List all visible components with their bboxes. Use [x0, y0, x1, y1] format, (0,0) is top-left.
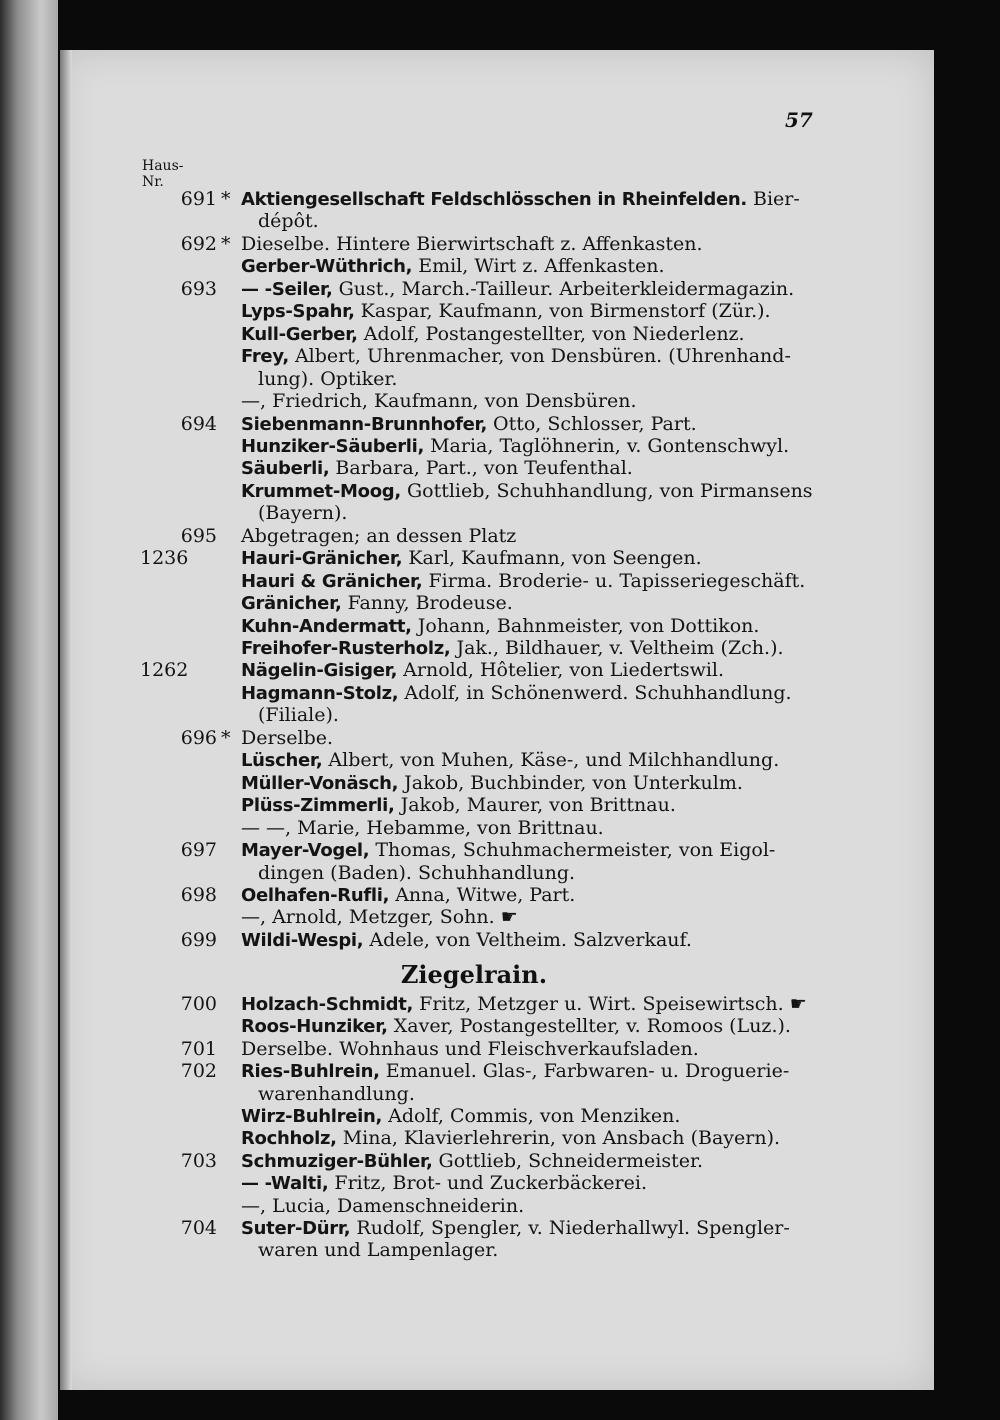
list-item — [0, 480, 1000, 502]
entry-text — [241, 390, 637, 412]
list-item — [0, 682, 1000, 704]
entry-details: Jakob, Buchbinder, von Unterkulm. — [398, 771, 743, 794]
entry-text — [241, 547, 702, 569]
list-item — [0, 884, 1000, 906]
resident-name: Wildi-Wespi, — [241, 929, 364, 951]
list-item — [0, 592, 1000, 614]
list-item — [0, 547, 1000, 569]
resident-name: Ries-Buhlrein, — [241, 1061, 380, 1083]
list-item — [0, 749, 1000, 771]
list-item — [0, 435, 1000, 457]
entry-text — [241, 1038, 699, 1060]
entry-details: Fanny, Brodeuse. — [341, 592, 513, 615]
entry-text — [241, 435, 789, 457]
house-number: 1262 — [140, 659, 189, 682]
list-item — [0, 637, 1000, 659]
resident-name: Oelhafen-Rufli, — [241, 884, 390, 906]
entry-text — [241, 637, 784, 659]
house-number: 691 — [180, 188, 217, 210]
house-number: 701 — [180, 1037, 217, 1060]
entry-details: (Filiale). — [258, 704, 339, 727]
entry-details: Abgetragen; an dessen Platz — [241, 524, 517, 547]
entry-text — [241, 345, 791, 367]
list-item — [0, 525, 1000, 547]
entry-details: warenhandlung. — [258, 1082, 415, 1105]
resident-name: Hauri-Gränicher, — [241, 548, 403, 570]
list-item — [0, 457, 1000, 479]
resident-name: Gränicher, — [241, 593, 342, 615]
list-item — [0, 233, 1000, 255]
entry-details: Fritz, Metzger u. Wirt. Speisewirtsch. ☛ — [413, 993, 807, 1015]
entry-text — [241, 255, 665, 277]
list-item — [0, 300, 1000, 322]
star-marker: * — [221, 188, 231, 210]
entry-details: Kaspar, Kaufmann, von Birmenstorf (Zür.). — [354, 300, 771, 323]
entry-text — [241, 884, 575, 906]
list-item — [0, 255, 1000, 277]
house-number: 702 — [180, 1060, 217, 1083]
resident-name: Freihofer-Rusterholz, — [241, 638, 451, 659]
header-line-1: Haus- — [142, 158, 184, 174]
house-number: 696 — [180, 726, 217, 749]
list-item — [0, 1195, 1000, 1217]
list-item — [0, 727, 1000, 749]
entry-text — [241, 188, 800, 210]
entry-text — [258, 210, 319, 232]
entry-text — [241, 1150, 703, 1172]
entry-text — [241, 525, 516, 547]
list-item — [0, 278, 1000, 300]
entry-details: Thomas, Schuhmachermeister, von Eigol- — [369, 839, 776, 862]
entry-details: Gottlieb, Schuhhandlung, von Pirmansens — [400, 479, 813, 502]
entry-text — [241, 592, 513, 614]
list-item — [0, 368, 1000, 390]
list-item — [0, 1217, 1000, 1239]
entry-details: Emanuel. Glas-, Farbwaren- u. Droguerie- — [379, 1060, 790, 1083]
resident-name: Krummet-Moog, — [241, 480, 401, 502]
entry-text — [241, 480, 813, 502]
entry-text — [241, 1217, 790, 1239]
entry-text — [241, 300, 771, 322]
entry-details: Jak., Bildhauer, v. Veltheim (Zch.). — [450, 637, 784, 659]
entry-text — [258, 1239, 498, 1261]
entry-text — [258, 704, 339, 726]
house-number: 693 — [180, 277, 217, 300]
page-number: 57 — [785, 108, 813, 132]
resident-name: Wirz-Buhlrein, — [241, 1106, 383, 1127]
resident-name: Siebenmann-Brunnhofer, — [241, 413, 487, 435]
resident-name: Kull-Gerber, — [241, 323, 358, 345]
list-item — [0, 794, 1000, 816]
resident-name: Gerber-Wüthrich, — [241, 256, 413, 278]
entry-text — [241, 682, 792, 704]
resident-name: Aktiengesellschaft Feldschlösschen in Rheinfelden. — [241, 189, 747, 210]
list-item — [0, 1083, 1000, 1105]
header-line-2: Nr. — [142, 174, 164, 190]
entry-text — [241, 457, 633, 479]
entry-details: Jakob, Maurer, von Brittnau. — [394, 794, 676, 817]
resident-name: Lüscher, — [241, 750, 323, 772]
resident-name: — -Walti, — [241, 1173, 329, 1195]
house-number: 695 — [180, 524, 217, 547]
house-number: 700 — [180, 993, 217, 1015]
house-number: 703 — [180, 1149, 217, 1172]
list-item — [0, 862, 1000, 884]
entry-details: Karl, Kaufmann, von Seengen. — [402, 547, 702, 570]
entry-details: Albert, von Muhen, Käse-, und Milchhandlung. — [322, 749, 780, 772]
list-item — [0, 772, 1000, 794]
entry-text — [241, 1105, 680, 1127]
resident-name: Roos-Hunziker, — [241, 1016, 388, 1038]
list-item — [0, 659, 1000, 681]
entry-details: Johann, Bahnmeister, von Dottikon. — [411, 614, 760, 637]
entry-details: Adolf, Commis, von Menziken. — [382, 1105, 681, 1127]
list-item — [0, 817, 1000, 839]
entry-text — [258, 502, 347, 524]
entry-details: Gottlieb, Schneidermeister. — [432, 1149, 704, 1172]
resident-name: Schmuziger-Bühler, — [241, 1150, 433, 1172]
section-title: Ziegelrain. — [400, 960, 548, 989]
list-item — [0, 323, 1000, 345]
entry-details: dingen (Baden). Schuhhandlung. — [258, 861, 576, 884]
entry-details: Adolf, Postangestellter, von Niederlenz. — [357, 322, 745, 345]
resident-name: Rochholz, — [241, 1128, 337, 1150]
entry-details: dépôt. — [258, 210, 319, 233]
entry-details: Fritz, Brot- und Zuckerbäckerei. — [328, 1172, 647, 1195]
entry-text — [241, 1015, 791, 1037]
entry-details: Gust., March.-Tailleur. Arbeiterkleidermagazin. — [332, 277, 795, 300]
resident-name: Kuhn-Andermatt, — [241, 615, 412, 637]
list-item — [0, 570, 1000, 592]
resident-name: Mayer-Vogel, — [241, 840, 370, 862]
entry-details: — —, Marie, Hebamme, von Brittnau. — [241, 816, 604, 839]
resident-name: Suter-Dürr, — [241, 1218, 351, 1239]
list-item — [0, 345, 1000, 367]
entry-text — [258, 1083, 415, 1105]
entry-text — [241, 1195, 524, 1217]
entry-details: Adele, von Veltheim. Salzverkauf. — [363, 928, 692, 951]
list-item — [0, 1060, 1000, 1082]
house-number: 697 — [180, 839, 217, 862]
resident-name: Hagmann-Stolz, — [241, 682, 399, 704]
entry-text — [241, 659, 724, 681]
house-number: 692 — [180, 232, 217, 255]
entry-details: Anna, Witwe, Part. — [389, 883, 576, 906]
entry-text — [241, 615, 759, 637]
entry-text — [241, 727, 333, 749]
entry-text — [241, 233, 703, 255]
entry-details: Derselbe. — [241, 726, 334, 749]
entry-details: Dieselbe. Hintere Bierwirtschaft z. Affenkasten. — [241, 232, 703, 255]
entry-text — [258, 862, 575, 884]
list-item — [0, 1127, 1000, 1149]
entry-details: Adolf, in Schönenwerd. Schuhhandlung. — [398, 681, 792, 704]
resident-name: Lyps-Spahr, — [241, 301, 355, 323]
entry-text — [241, 570, 805, 592]
entry-details: (Bayern). — [258, 502, 348, 525]
list-item — [0, 1150, 1000, 1172]
resident-name: Müller-Vonäsch, — [241, 772, 399, 794]
section-heading — [0, 960, 1000, 989]
list-item — [0, 1172, 1000, 1194]
entry-details: —, Lucia, Damenschneiderin. — [241, 1194, 525, 1217]
house-number: 704 — [180, 1217, 217, 1239]
entry-text — [241, 323, 745, 345]
entry-details: Albert, Uhrenmacher, von Densbüren. (Uhrenhand- — [288, 345, 791, 368]
entry-text — [241, 278, 794, 300]
entry-text — [241, 1172, 647, 1194]
house-number: 1236 — [140, 547, 189, 570]
list-item — [0, 210, 1000, 232]
entry-text — [241, 929, 692, 951]
resident-name: Nägelin-Gisiger, — [241, 660, 398, 682]
entry-details: Derselbe. Wohnhaus und Fleischverkaufsladen. — [241, 1037, 699, 1060]
list-item — [0, 1015, 1000, 1037]
entry-details: Otto, Schlosser, Part. — [486, 412, 697, 435]
entry-text — [241, 993, 807, 1015]
entry-details: —, Arnold, Metzger, Sohn. ☛ — [241, 906, 518, 929]
list-item — [0, 502, 1000, 524]
entry-details: Bier- — [746, 188, 800, 210]
entry-details: Rudolf, Spengler, v. Niederhallwyl. Spengler- — [350, 1217, 790, 1239]
entry-details: Barbara, Part., von Teufenthal. — [329, 457, 633, 480]
resident-name: Frey, — [241, 346, 289, 368]
list-item — [0, 704, 1000, 726]
star-marker: * — [221, 726, 231, 749]
entry-text — [241, 794, 676, 816]
entry-details: lung). Optiker. — [258, 367, 398, 390]
house-number-header — [142, 158, 184, 190]
list-item — [0, 1105, 1000, 1127]
entry-text — [241, 1127, 780, 1149]
resident-name: Plüss-Zimmerli, — [241, 795, 395, 817]
entry-details: Xaver, Postangestellter, v. Romoos (Luz.). — [387, 1015, 791, 1038]
entry-details: Arnold, Hôtelier, von Liedertswil. — [397, 659, 725, 682]
entry-details: Firma. Broderie- u. Tapisseriegeschäft. — [422, 569, 806, 592]
house-number: 694 — [180, 412, 217, 435]
resident-name: Hauri & Gränicher, — [241, 570, 423, 592]
list-item — [0, 615, 1000, 637]
entry-text — [241, 749, 779, 771]
entry-text — [241, 413, 697, 435]
entry-details: Maria, Taglöhnerin, v. Gontenschwyl. — [424, 434, 790, 457]
resident-name: Säuberli, — [241, 458, 330, 480]
list-item — [0, 906, 1000, 928]
star-marker: * — [221, 232, 231, 255]
entry-text — [241, 817, 604, 839]
resident-name: Hunziker-Säuberli, — [241, 435, 425, 457]
entry-text — [241, 1060, 789, 1082]
list-item — [0, 390, 1000, 412]
list-item — [0, 993, 1000, 1015]
house-number: 699 — [180, 928, 217, 951]
entry-text — [258, 368, 397, 390]
list-item — [0, 839, 1000, 861]
entry-details: waren und Lampenlager. — [258, 1239, 499, 1262]
entry-details: —, Friedrich, Kaufmann, von Densbüren. — [241, 390, 637, 413]
list-item — [0, 1239, 1000, 1261]
resident-name: — -Seiler, — [241, 278, 333, 300]
entry-text — [241, 839, 775, 861]
house-number: 698 — [180, 883, 217, 906]
entry-details: Emil, Wirt z. Affenkasten. — [412, 255, 665, 278]
list-item — [0, 929, 1000, 951]
list-item — [0, 1038, 1000, 1060]
entry-details: Mina, Klavierlehrerin, von Ansbach (Bayern). — [336, 1127, 781, 1150]
list-item — [0, 413, 1000, 435]
resident-name: Holzach-Schmidt, — [241, 994, 414, 1015]
list-item — [0, 188, 1000, 210]
entry-text — [241, 906, 518, 928]
entry-text — [241, 772, 743, 794]
